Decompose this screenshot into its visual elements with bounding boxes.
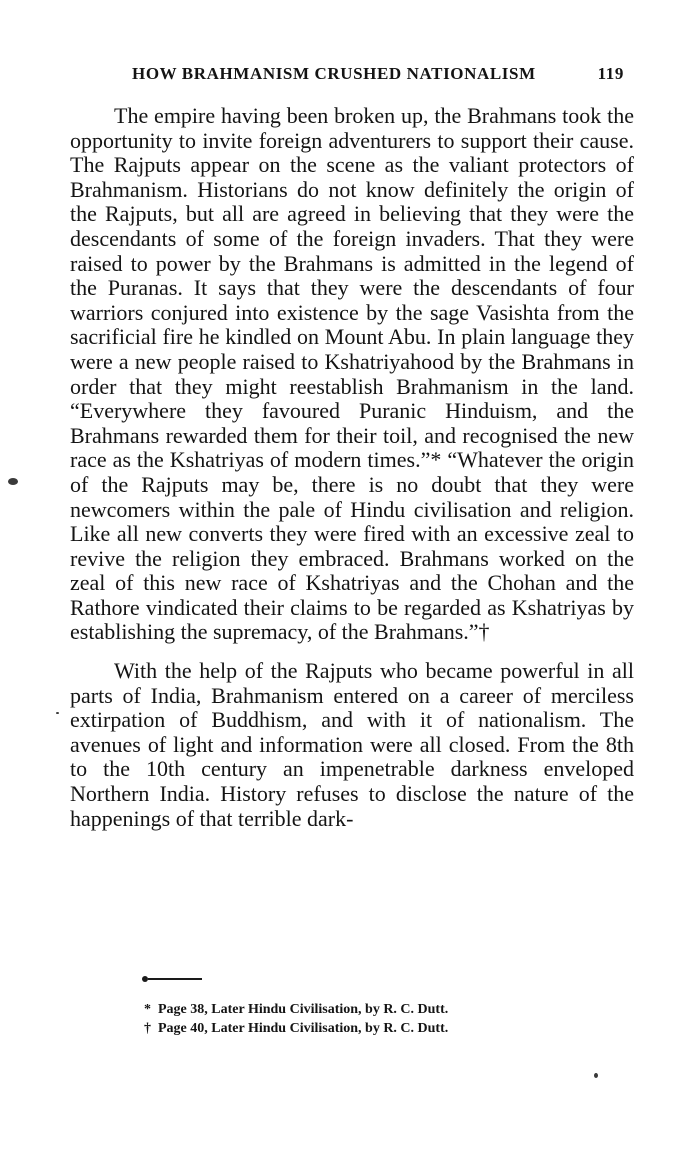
paragraph: The empire having been broken up, the Brahmans took the opportunity to invite foreign adventurers to support their cause. The Rajputs appear on the scene as the valiant protectors of Brahmanism. Historians do not know definitely the origin of the Rajputs, but all are agreed in believing that they were the descendants of some of the foreign invaders. That they were raised to power by the Brahmans is admitted in the legend of the Puranas. It says that they were the descendants of four warriors conjured into existence by the sage Vasishta from the sacrificial fire he kindled on Mount Abu. In plain language they were a new people raised to Kshatriyahood by the Brahmans in order that they might reestablish Brahmanism in the land. “Everywhere they favoured Puranic Hinduism, and the Brahmans rewarded them for their toil, and recognised the new race as the Kshatriyas of modern times.”* “Whatever the origin of the Rajputs may be, there is no doubt that they were newcomers within the pale of Hindu civilisation and religion. Like all new converts they were fired with an excessive zeal to revive the religion they embraced. Brahmans worked on the zeal of this new race of Kshatriyas and the Chohan and the Rathore vindicated their claims to be regarded as Kshatriyas by establishing the supremacy, of the Brahmans.”†: [70, 103, 634, 645]
footnote-separator: [148, 978, 202, 980]
footnote-text: Page 40, Later Hindu Civilisation, by R. C. Dutt.: [158, 1021, 449, 1036]
running-header: [92, 64, 632, 90]
footnote-mark: †: [144, 1021, 151, 1036]
footnote: [144, 1019, 544, 1038]
footnotes: [144, 1000, 544, 1038]
footnote-text: Page 38, Later Hindu Civilisation, by R. C. Dutt.: [158, 1002, 449, 1017]
paragraph: With the help of the Rajputs who became powerful in all parts of India, Brahmanism entered on a career of merciless extirpation of Buddhism, and with it of nationalism. The avenues of light and information were all closed. From the 8th to the 10th century an impenetrable darkness enveloped Northern India. History refuses to disclose the nature of the happenings of that terrible dark-: [70, 658, 634, 831]
scan-speck: [8, 478, 18, 485]
running-title: HOW BRAHMANISM CRUSHED NATIONALISM: [132, 64, 536, 83]
page-number: 119: [597, 64, 624, 83]
scan-speck: [594, 1073, 598, 1078]
footnote-mark: *: [144, 1002, 151, 1017]
body-text: [70, 104, 634, 831]
footnote: [144, 1000, 544, 1019]
scan-speck: [56, 712, 59, 714]
